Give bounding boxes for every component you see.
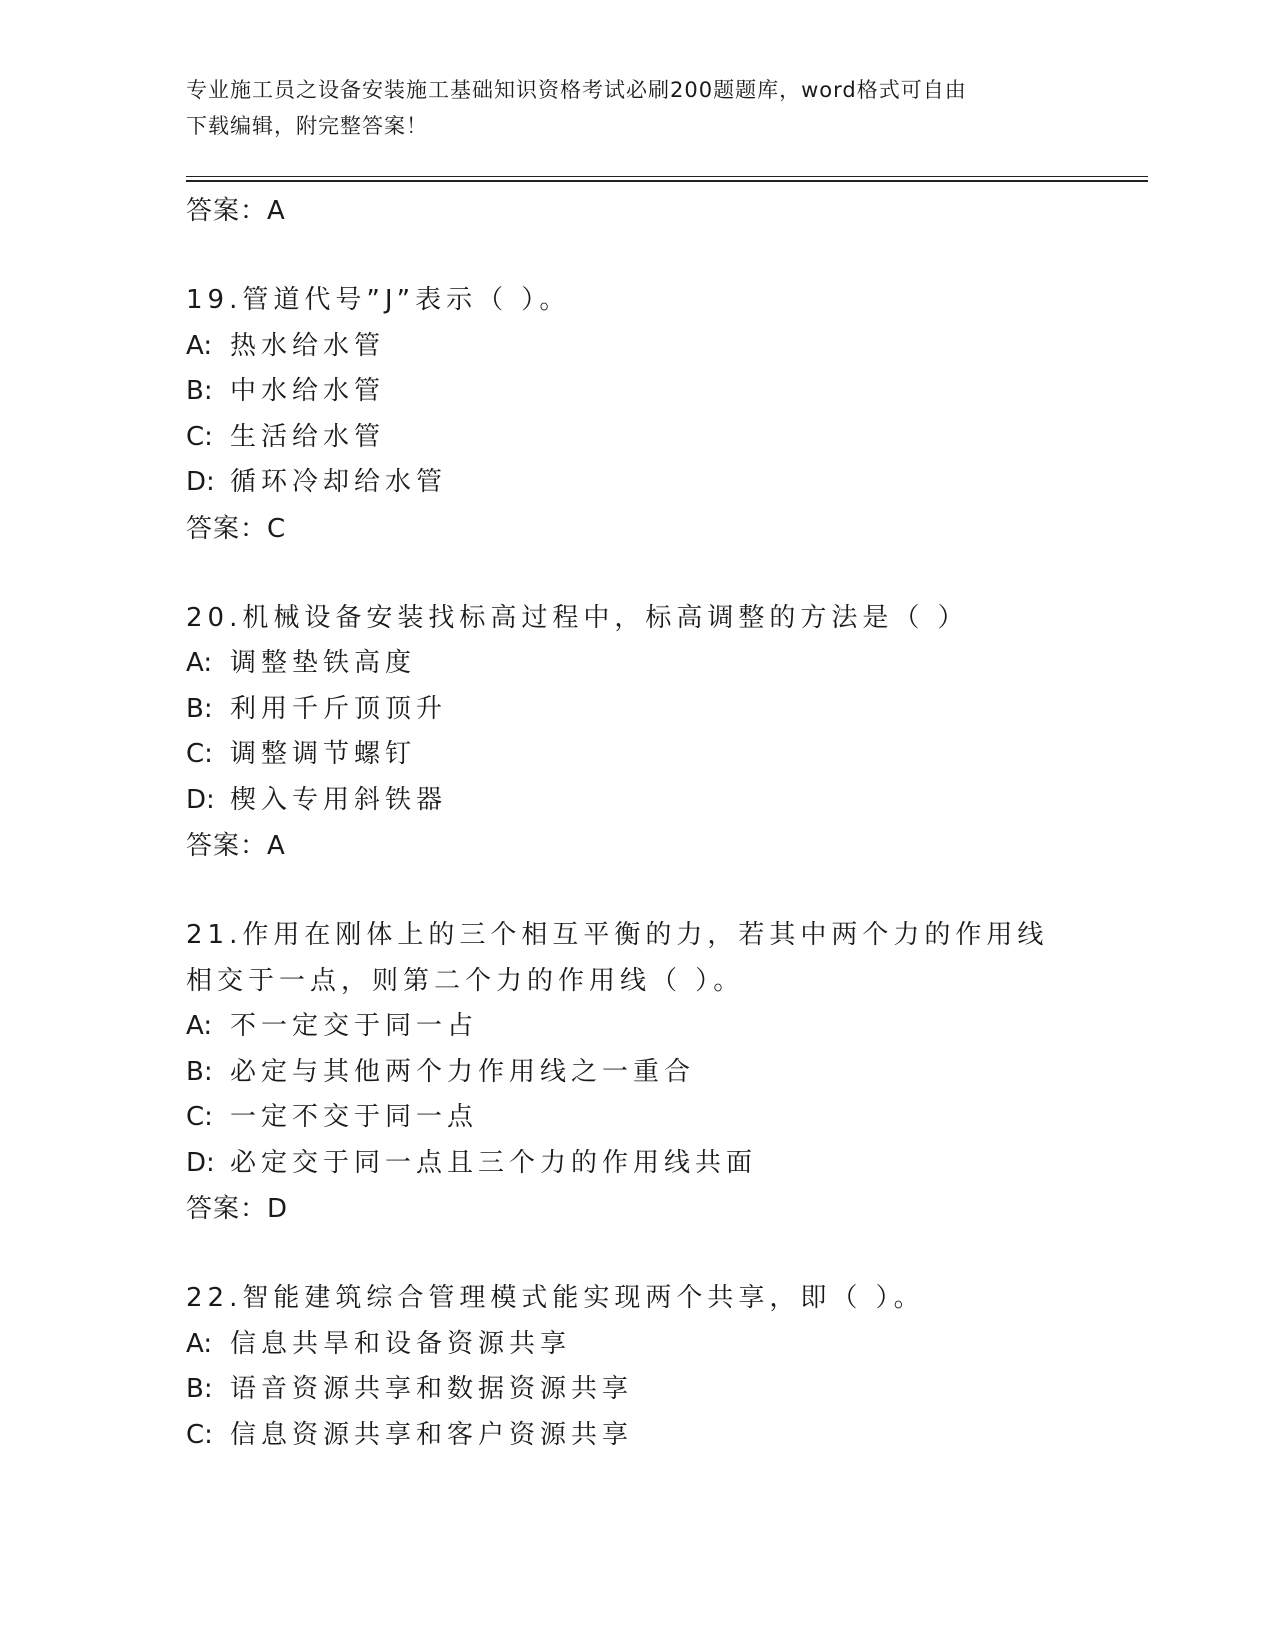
option-key: A: — [186, 648, 213, 678]
option-text: 调整调节螺钉 — [230, 739, 417, 769]
option-key: C: — [186, 421, 213, 452]
option-c — [186, 1095, 1086, 1141]
answer-line: 答案：A — [186, 831, 286, 861]
question-20 — [186, 596, 1086, 870]
option-key: B: — [186, 693, 213, 724]
spacer — [186, 552, 1086, 596]
question-19 — [186, 278, 1086, 552]
option-text: 利用千斤顶顶升 — [230, 693, 448, 724]
option-key: A: — [186, 1328, 213, 1359]
header-divider-thick — [186, 180, 1148, 182]
option-key: C: — [186, 739, 213, 769]
option-key: B: — [186, 1374, 213, 1404]
option-key: D: — [186, 467, 215, 497]
answer-line: 答案：D — [186, 1194, 289, 1224]
option-d — [186, 1141, 1086, 1187]
option-d — [186, 460, 1086, 506]
option-b — [186, 687, 1086, 733]
option-key: B: — [186, 376, 213, 406]
option-c — [186, 732, 1086, 778]
option-text: 调整垫铁高度 — [230, 648, 417, 678]
question-stem: 21.作用在刚体上的三个相互平衡的力，若其中两个力的作用线相交于一点，则第二个力的作用线（ ）。 — [186, 920, 1049, 996]
option-text: 信息资源共享和客户资源共享 — [230, 1419, 634, 1450]
option-text: 中水给水管 — [230, 376, 386, 406]
answer-line: 答案：C — [186, 513, 287, 544]
header-line-1: 专业施工员之设备安装施工基础知识资格考试必刷200题题库，word格式可自由 — [186, 78, 967, 102]
question-stem: 20.机械设备安装找标高过程中，标高调整的方法是（ ） — [186, 602, 969, 633]
question-list — [186, 188, 1086, 1458]
option-a — [186, 324, 1086, 370]
option-text: 热水给水管 — [230, 330, 386, 361]
option-text: 信息共旱和设备资源共享 — [230, 1328, 572, 1359]
option-b — [186, 369, 1086, 415]
option-c — [186, 415, 1086, 461]
option-a — [186, 1322, 1086, 1368]
option-b — [186, 1367, 1086, 1413]
option-key: A: — [186, 330, 213, 361]
question-stem: 19.管道代号”J”表示（ ）。 — [186, 285, 571, 315]
spacer — [186, 869, 1086, 913]
option-key: A: — [186, 1011, 213, 1041]
option-c — [186, 1413, 1086, 1459]
option-text: 生活给水管 — [230, 421, 386, 452]
option-text: 不一定交于同一占 — [230, 1011, 479, 1041]
option-b — [186, 1050, 1086, 1096]
option-a — [186, 641, 1086, 687]
question-21 — [186, 913, 1086, 1232]
option-key: B: — [186, 1056, 213, 1087]
question-22 — [186, 1276, 1086, 1458]
document-header — [186, 72, 1066, 144]
option-text: 一定不交于同一点 — [230, 1102, 479, 1132]
question-stem: 22.智能建筑综合管理模式能实现两个共享，即（ ）。 — [186, 1283, 925, 1313]
spacer — [186, 234, 1086, 278]
option-text: 循环冷却给水管 — [230, 467, 448, 497]
answer-line: 答案：A — [186, 196, 286, 226]
option-text: 必定交于同一点且三个力的作用线共面 — [230, 1147, 758, 1178]
option-text: 必定与其他两个力作用线之一重合 — [230, 1056, 696, 1087]
option-text: 语音资源共享和数据资源共享 — [230, 1374, 634, 1404]
option-key: D: — [186, 1147, 215, 1178]
option-key: C: — [186, 1419, 213, 1450]
option-key: C: — [186, 1102, 213, 1132]
option-text: 楔入专用斜铁器 — [230, 784, 448, 815]
option-key: D: — [186, 784, 215, 815]
spacer — [186, 1232, 1086, 1276]
option-d — [186, 778, 1086, 824]
option-a — [186, 1004, 1086, 1050]
header-divider-thin — [186, 176, 1148, 177]
header-line-2: 下载编辑，附完整答案！ — [186, 114, 428, 138]
